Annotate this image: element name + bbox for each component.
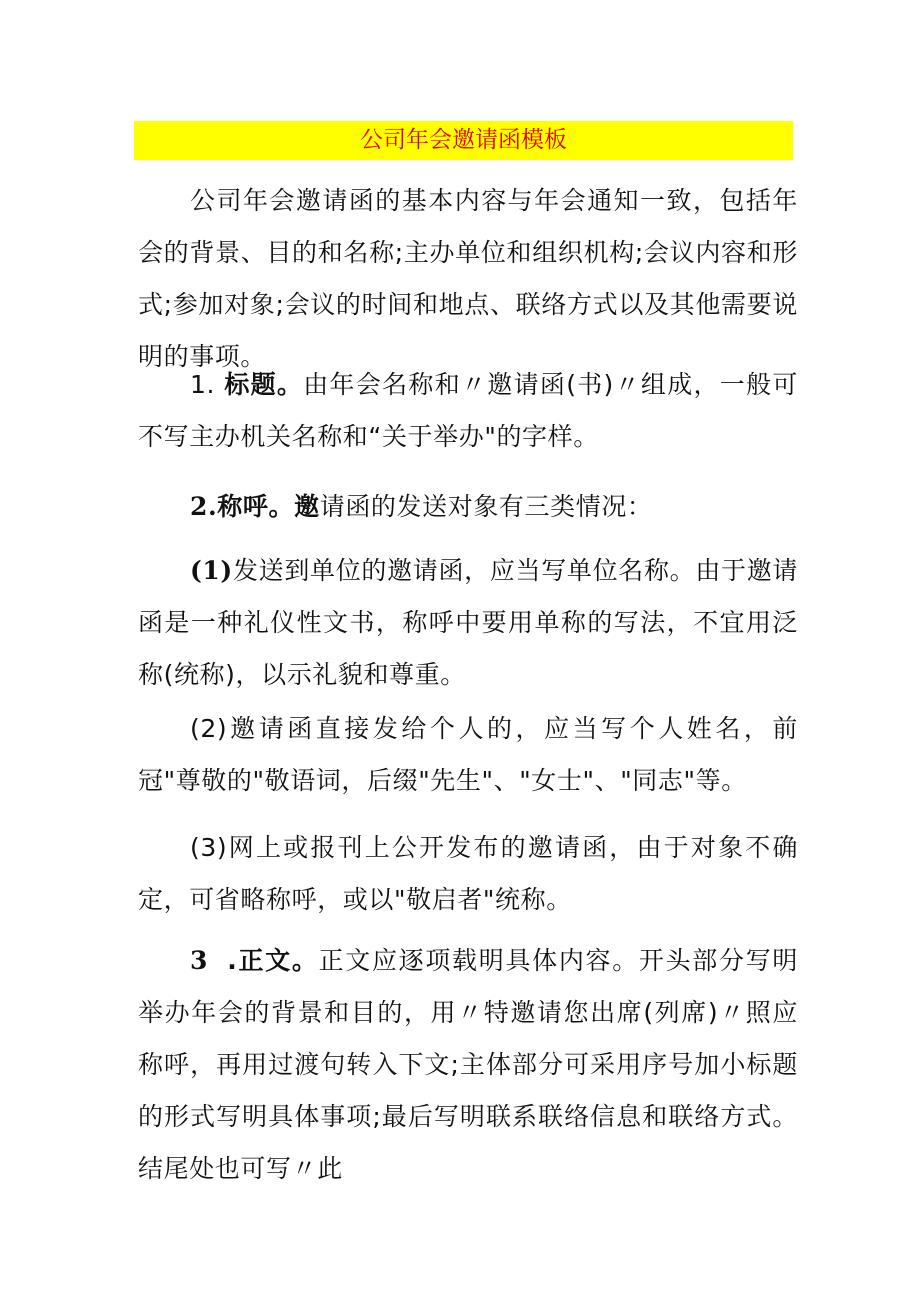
section-2-lead-char: 邀 [294,492,320,521]
section-1-paragraph [138,359,798,463]
section-3-paragraph [138,935,798,1195]
section-3-body: 正文应逐项载明具体内容。开头部分写明举办年会的背景和目的，用〃特邀请您出席(列席)〃照应称呼，再用过渡句转入下文;主体部分可采用序号加小标题的形式写明具体事项;最后写明联系联络信息和联络方式。结尾处也可写〃此 [138,946,798,1183]
section-1-heading: 标题。 [224,370,304,399]
section-1-number: 1. [190,370,216,399]
item-2-paragraph: (2)邀请函直接发给个人的，应当写个人姓名，前冠"尊敬的"敬语词，后缀"先生"、"女士"、"同志"等。 [138,714,798,795]
section-3-heading: .正文。 [227,946,319,975]
item-1-label: (1) [190,556,233,585]
item-3-paragraph: (3)网上或报刊上公开发布的邀请函，由于对象不确定，可省略称呼，或以"敬启者"统称。 [138,833,798,914]
item-1-paragraph [138,545,798,701]
page-title: 公司年会邀请函模板 [360,127,567,153]
title-highlight [134,121,793,160]
section-2-heading: 2.称呼。 [190,492,295,521]
intro-paragraph: 公司年会邀请函的基本内容与年会通知一致，包括年会的背景、目的和名称;主办单位和组织机构;会议内容和形式;参加对象;会议的时间和地点、联络方式以及其他需要说明的事项。 [138,186,798,371]
section-2-paragraph [138,481,798,533]
section-3-number: 3 [190,946,208,975]
section-2-body: 请函的发送对象有三类情况： [319,492,653,521]
section-1-body: 由年会名称和〃邀请函(书)〃组成，一般可不写主办机关名称和“关于举办"的字样。 [138,370,798,451]
item-1-text: 发送到单位的邀请函，应当写单位名称。由于邀请函是一种礼仪性文书，称呼中要用单称的写法，不宜用泛称(统称)，以示礼貌和尊重。 [138,556,798,689]
